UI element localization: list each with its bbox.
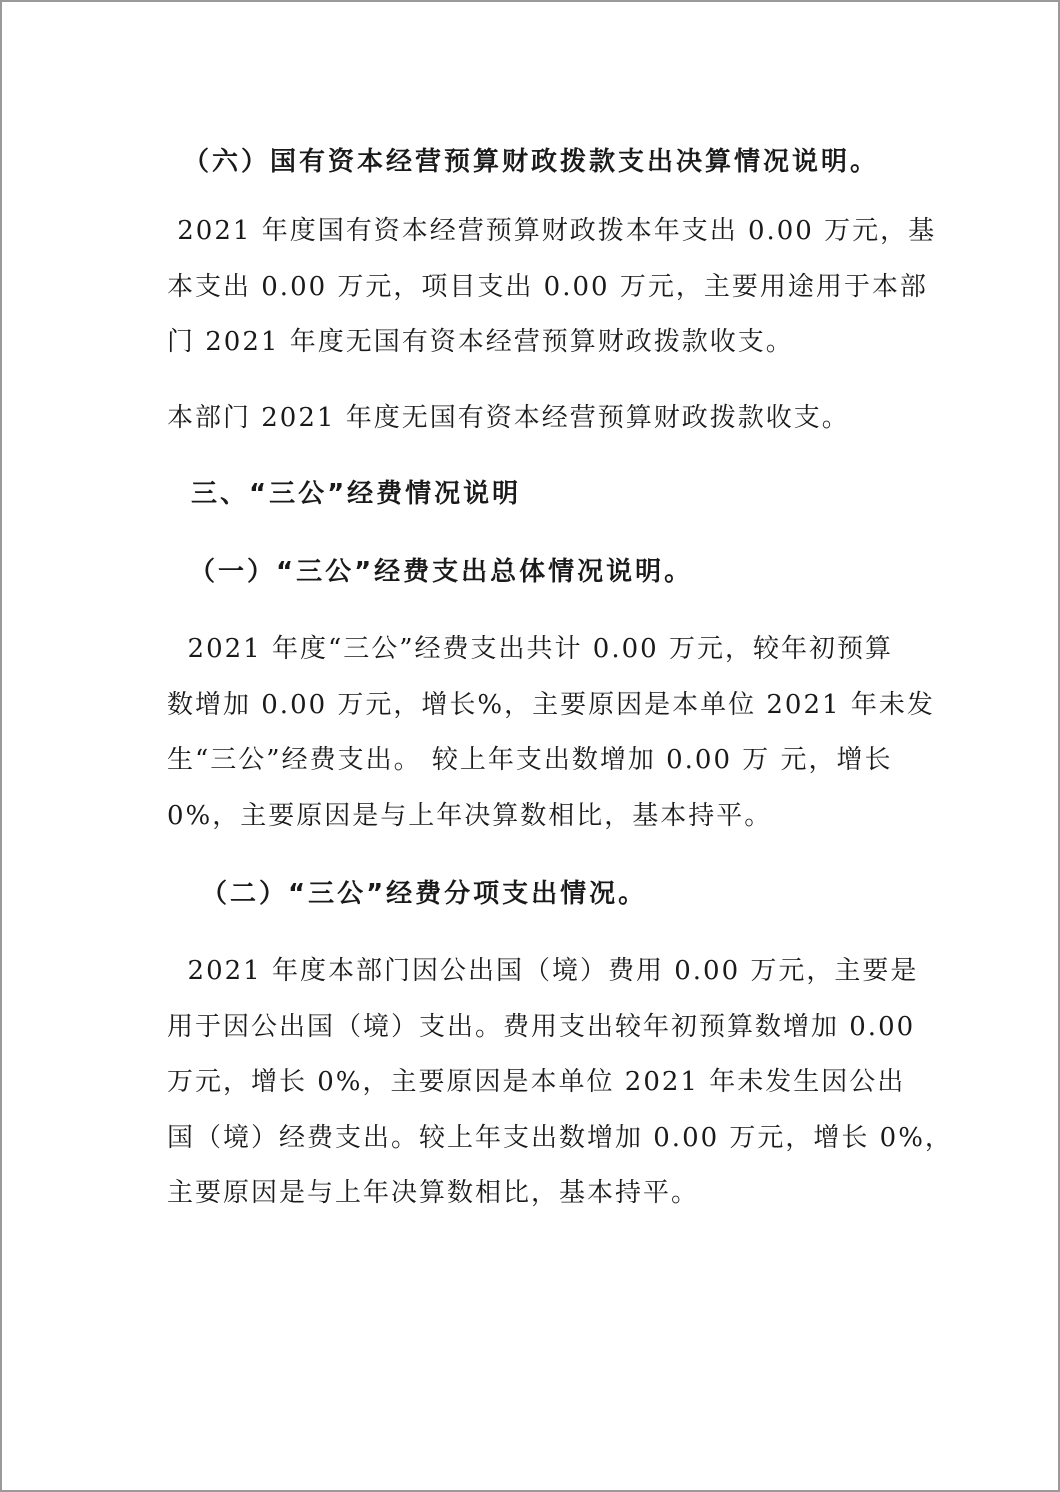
section-heading-three-public-expenses: 三、“三公”经费情况说明 [191, 479, 522, 509]
paragraph-line: 2021 年度本部门因公出国（境）费用 0.00 万元，主要是 [167, 956, 919, 986]
paragraph-line: 万元，增长 0%，主要原因是本单位 2021 年未发生因公出 [167, 1067, 906, 1097]
paragraph-line: 2021 年度国有资本经营预算财政拨本年支出 0.00 万元，基 [167, 216, 937, 246]
paragraph-line: 国（境）经费支出。较上年支出数增加 0.00 万元，增长 0%， [167, 1122, 953, 1153]
paragraph-line: 主要原因是与上年决算数相比，基本持平。 [167, 1178, 700, 1208]
paragraph-line: 生“三公”经费支出。 较上年支出数增加 0.00 万 元，增长 [167, 745, 893, 775]
paragraph-line: 本部门 2021 年度无国有资本经营预算财政拨款收支。 [167, 402, 850, 433]
paragraph-overall-expenses [167, 622, 935, 844]
paragraph-itemized-expenses [167, 944, 953, 1222]
paragraph-no-state-capital [167, 391, 927, 447]
paragraph-line: 0%，主要原因是与上年决算数相比，基本持平。 [167, 800, 773, 831]
subsection-heading-itemized-expenses: （二）“三公”经费分项支出情况。 [201, 879, 648, 909]
paragraph-line: 本支出 0.00 万元，项目支出 0.00 万元，主要用途用于本部 [167, 271, 928, 302]
section-heading-state-capital-budget: （六）国有资本经营预算财政拨款支出决算情况说明。 [183, 147, 880, 177]
paragraph-line: 数增加 0.00 万元，增长%，主要原因是本单位 2021 年未发 [167, 689, 935, 720]
paragraph-line: 用于因公出国（境）支出。费用支出较年初预算数增加 0.00 [167, 1011, 916, 1042]
subsection-heading-overall-expenses: （一）“三公”经费支出总体情况说明。 [189, 557, 694, 587]
paragraph-line: 2021 年度“三公”经费支出共计 0.00 万元，较年初预算 [167, 634, 893, 664]
document-content [167, 134, 953, 1222]
paragraph-line: 门 2021 年度无国有资本经营预算财政拨款收支。 [167, 327, 794, 357]
paragraph-state-capital-expenditure [167, 204, 937, 371]
